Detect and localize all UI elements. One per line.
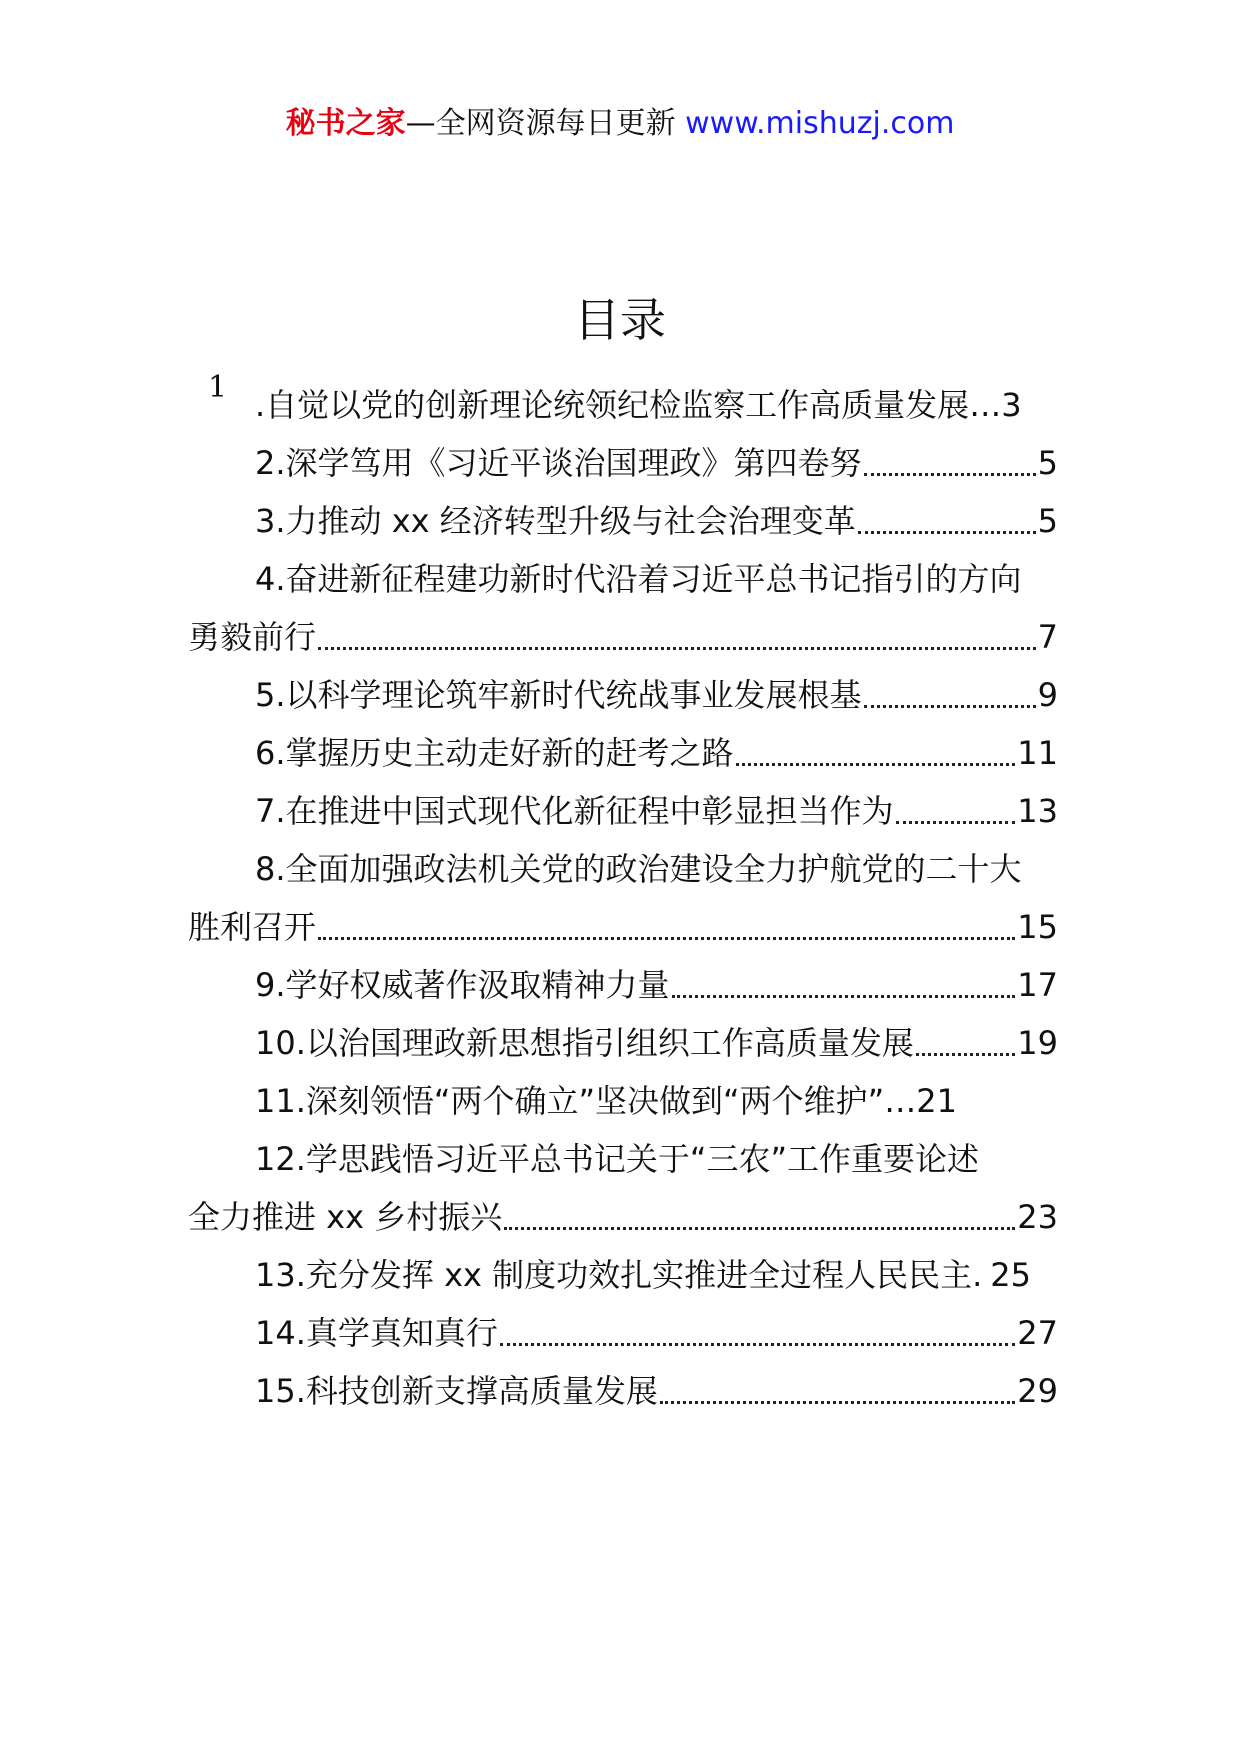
toc-entry-text: 胜利召开 [188,908,317,946]
toc-dot-leader [858,530,1036,534]
toc-dot-leader [318,646,1036,650]
toc-entry-ellipsis: … [969,386,1002,424]
toc-entry-text: 7.在推进中国式现代化新征程中彰显担当作为 [255,792,894,830]
toc-dot-leader [864,472,1036,476]
toc-entry-1[interactable] [255,382,1058,428]
toc-entry-ellipsis: … [884,1082,917,1120]
toc-entry-text: 12.学思践悟习近平总书记关于“三农”工作重要论述 [255,1140,980,1178]
toc-entry-page: 17 [1017,966,1058,1004]
toc-entry-text: 勇毅前行 [188,618,317,656]
toc-entry-text: 15.科技创新支撑高质量发展 [255,1372,658,1410]
toc-entry-13[interactable] [255,1252,1058,1298]
toc-dot-leader [896,820,1016,824]
toc-entry-text: 4.奋进新征程建功新时代沿着习近平总书记指引的方向 [255,560,1022,598]
toc-entry-text: 13.充分发挥 xx 制度功效扎实推进全过程人民民主. [255,1256,983,1294]
toc-entry-text: 全力推进 xx 乡村振兴 [188,1198,503,1236]
toc-entry-4-continued[interactable] [188,614,1058,660]
toc-entry-page: 21 [916,1082,957,1120]
toc-entry-page: 29 [1017,1372,1058,1410]
toc-dot-leader [660,1400,1015,1404]
header-site-url[interactable]: www.mishuzj.com [685,106,955,141]
toc-entry-page: 3 [1001,386,1022,424]
header-tagline: —全网资源每日更新 [405,106,676,141]
toc-entry-text: 10.以治国理政新思想指引组织工作高质量发展 [255,1024,914,1062]
toc-dot-leader [916,1052,1015,1056]
toc-entry-page: 19 [1017,1024,1058,1062]
toc-entry-4[interactable] [255,556,1058,602]
toc-entry-page: 9 [1037,676,1058,714]
toc-entry-12[interactable] [255,1136,1058,1182]
toc-dot-leader [504,1226,1015,1230]
toc-entry-text: 9.学好权威著作汲取精神力量 [255,966,670,1004]
toc-entry-page: 5 [1037,502,1058,540]
toc-entry-6[interactable] [255,730,1058,776]
toc-dot-leader [318,936,1015,940]
toc-entry-8[interactable] [255,846,1058,892]
toc-entry-text: 8.全面加强政法机关党的政治建设全力护航党的二十大 [255,850,1022,888]
toc-entry-text: 11.深刻领悟“两个确立”坚决做到“两个维护” [255,1082,885,1120]
page-title: 目录 [574,293,666,347]
toc-entry-8-continued[interactable] [188,904,1058,950]
toc-entry-3[interactable] [255,498,1058,544]
toc-entry-page: 7 [1037,618,1058,656]
toc-entry-text: 14.真学真知真行 [255,1314,498,1352]
toc-entry-7[interactable] [255,788,1058,834]
toc-entry-page: 15 [1017,908,1058,946]
toc-entry-2[interactable] [255,440,1058,486]
toc-entry-text: 5.以科学理论筑牢新时代统战事业发展根基 [255,676,862,714]
toc-dot-leader [864,704,1036,708]
toc-entry-text: 3.力推动 xx 经济转型升级与社会治理变革 [255,502,856,540]
toc-entry-page: 23 [1017,1198,1058,1236]
toc-entry-page: 11 [1017,734,1058,772]
toc-entry-5[interactable] [255,672,1058,718]
header-brand: 秘书之家 [285,106,406,141]
toc-entry-14[interactable] [255,1310,1058,1356]
toc-entry-text: 6.掌握历史主动走好新的赶考之路 [255,734,734,772]
toc-entry-page: 27 [1017,1314,1058,1352]
toc-entry-12-continued[interactable] [188,1194,1058,1240]
toc-entry-11[interactable] [255,1078,1058,1124]
toc-entry-text: .自觉以党的创新理论统领纪检监察工作高质量发展 [255,386,970,424]
toc-entry-text: 2.深学笃用《习近平谈治国理政》第四卷努 [255,444,862,482]
toc-entry-9[interactable] [255,962,1058,1008]
toc-entry-page: 25 [990,1256,1032,1294]
toc-dot-leader [672,994,1016,998]
toc-dot-leader [736,762,1016,766]
toc-entry-page: 5 [1037,444,1058,482]
stray-number: 1 [208,370,228,405]
toc-entry-15[interactable] [255,1368,1058,1414]
toc-entry-page: 13 [1017,792,1058,830]
toc-entry-10[interactable] [255,1020,1058,1066]
toc-dot-leader [500,1342,1015,1346]
site-header [0,104,1240,144]
